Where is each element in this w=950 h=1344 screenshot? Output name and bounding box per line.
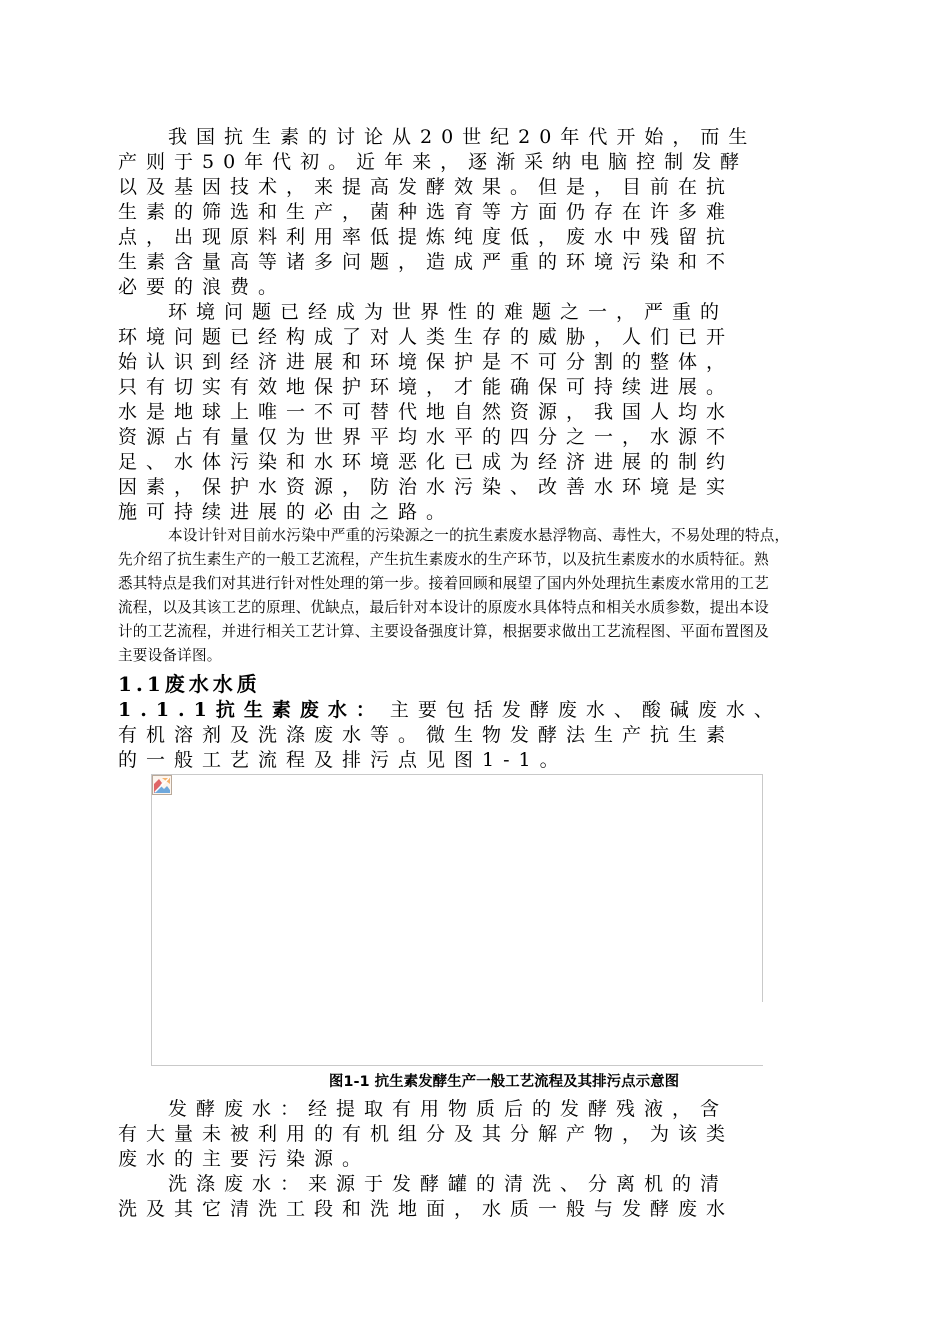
- para2-line-9: 施可持续进展的必由之路。: [118, 501, 455, 523]
- para1-line-1: 我国抗生素的讨论从20世纪20年代开始，而生: [168, 126, 757, 148]
- para2-line-2: 环境问题已经构成了对人类生存的威胁，人们已开: [118, 326, 735, 348]
- para3-line-4: 流程，以及其该工艺的原理、优缺点，最后针对本设计的原废水具体特点和相关水质参数，提出本设: [118, 599, 769, 616]
- para1-line-6: 生素含量高等诸多问题，造成严重的环境污染和不: [118, 251, 735, 273]
- section-heading: 1.1废水水质: [118, 672, 261, 696]
- para2-line-3: 始认识到经济进展和环境保护是不可分割的整体，: [118, 351, 735, 373]
- para6-line-1: 洗涤废水：来源于发酵罐的清洗、分离机的清: [168, 1173, 729, 1195]
- broken-image-icon: [152, 775, 172, 795]
- para1-line-2: 产则于50年代初。近年来，逐渐采纳电脑控制发酵: [118, 151, 749, 173]
- para2-line-1: 环境问题已经成为世界性的难题之一，严重的: [168, 301, 729, 323]
- para5-line-1: 发酵废水：经提取有用物质后的发酵残液，含: [168, 1098, 729, 1120]
- para4-line-2: 的一般工艺流程及排污点见图1-1。: [118, 749, 568, 771]
- para1-line-5: 点，出现原料利用率低提炼纯度低，废水中残留抗: [118, 226, 735, 248]
- figure-image-placeholder: [151, 774, 763, 1066]
- para5-line-3: 废水的主要污染源。: [118, 1148, 371, 1170]
- subsection-line: [118, 698, 782, 723]
- para3-line-1: 本设计针对目前水污染中严重的污染源之一的抗生素废水悬浮物高、毒性大，不易处理的特点，: [168, 527, 790, 544]
- para1-line-3: 以及基因技术，来提高发酵效果。但是，目前在抗: [118, 176, 735, 198]
- para3-line-6: 主要设备详图。: [118, 647, 222, 664]
- para5-line-2: 有大量未被利用的有机组分及其分解产物，为该类: [118, 1123, 735, 1145]
- para2-line-4: 只有切实有效地保护环境，才能确保可持续进展。: [118, 376, 735, 398]
- para3-line-5: 计的工艺流程，并进行相关工艺计算、主要设备强度计算，根据要求做出工艺流程图、平面布置图及: [118, 623, 769, 640]
- para2-line-8: 因素，保护水资源，防治水污染、改善水环境是实: [118, 476, 735, 498]
- para4-line-1: 有机溶剂及洗涤废水等。微生物发酵法生产抗生素: [118, 724, 735, 746]
- para1-line-4: 生素的筛选和生产，菌种选育等方面仍存在许多难: [118, 201, 735, 223]
- para6-line-2: 洗及其它清洗工段和洗地面，水质一般与发酵废水: [118, 1198, 735, 1220]
- para3-line-3: 悉其特点是我们对其进行针对性处理的第一步。接着回顾和展望了国内外处理抗生素废水常用的工艺: [118, 575, 769, 592]
- subsection-heading: 1.1.1抗生素废水：: [118, 699, 384, 721]
- figure-caption: 图1-1 抗生素发酵生产一般工艺流程及其排污点示意图: [328, 1074, 680, 1090]
- para2-line-7: 足、水体污染和水环境恶化已成为经济进展的制约: [118, 451, 735, 473]
- para2-line-5: 水是地球上唯一不可替代地自然资源，我国人均水: [118, 401, 735, 423]
- figure-right-edge: [762, 774, 763, 1002]
- para1-line-7: 必要的浪费。: [118, 276, 287, 298]
- para3-line-2: 先介绍了抗生素生产的一般工艺流程，产生抗生素废水的生产环节，以及抗生素废水的水质特征。熟: [118, 551, 769, 568]
- subsection-text: 主要包括发酵废水、酸碱废水、: [389, 699, 782, 721]
- para2-line-6: 资源占有量仅为世界平均水平的四分之一，水源不: [118, 426, 735, 448]
